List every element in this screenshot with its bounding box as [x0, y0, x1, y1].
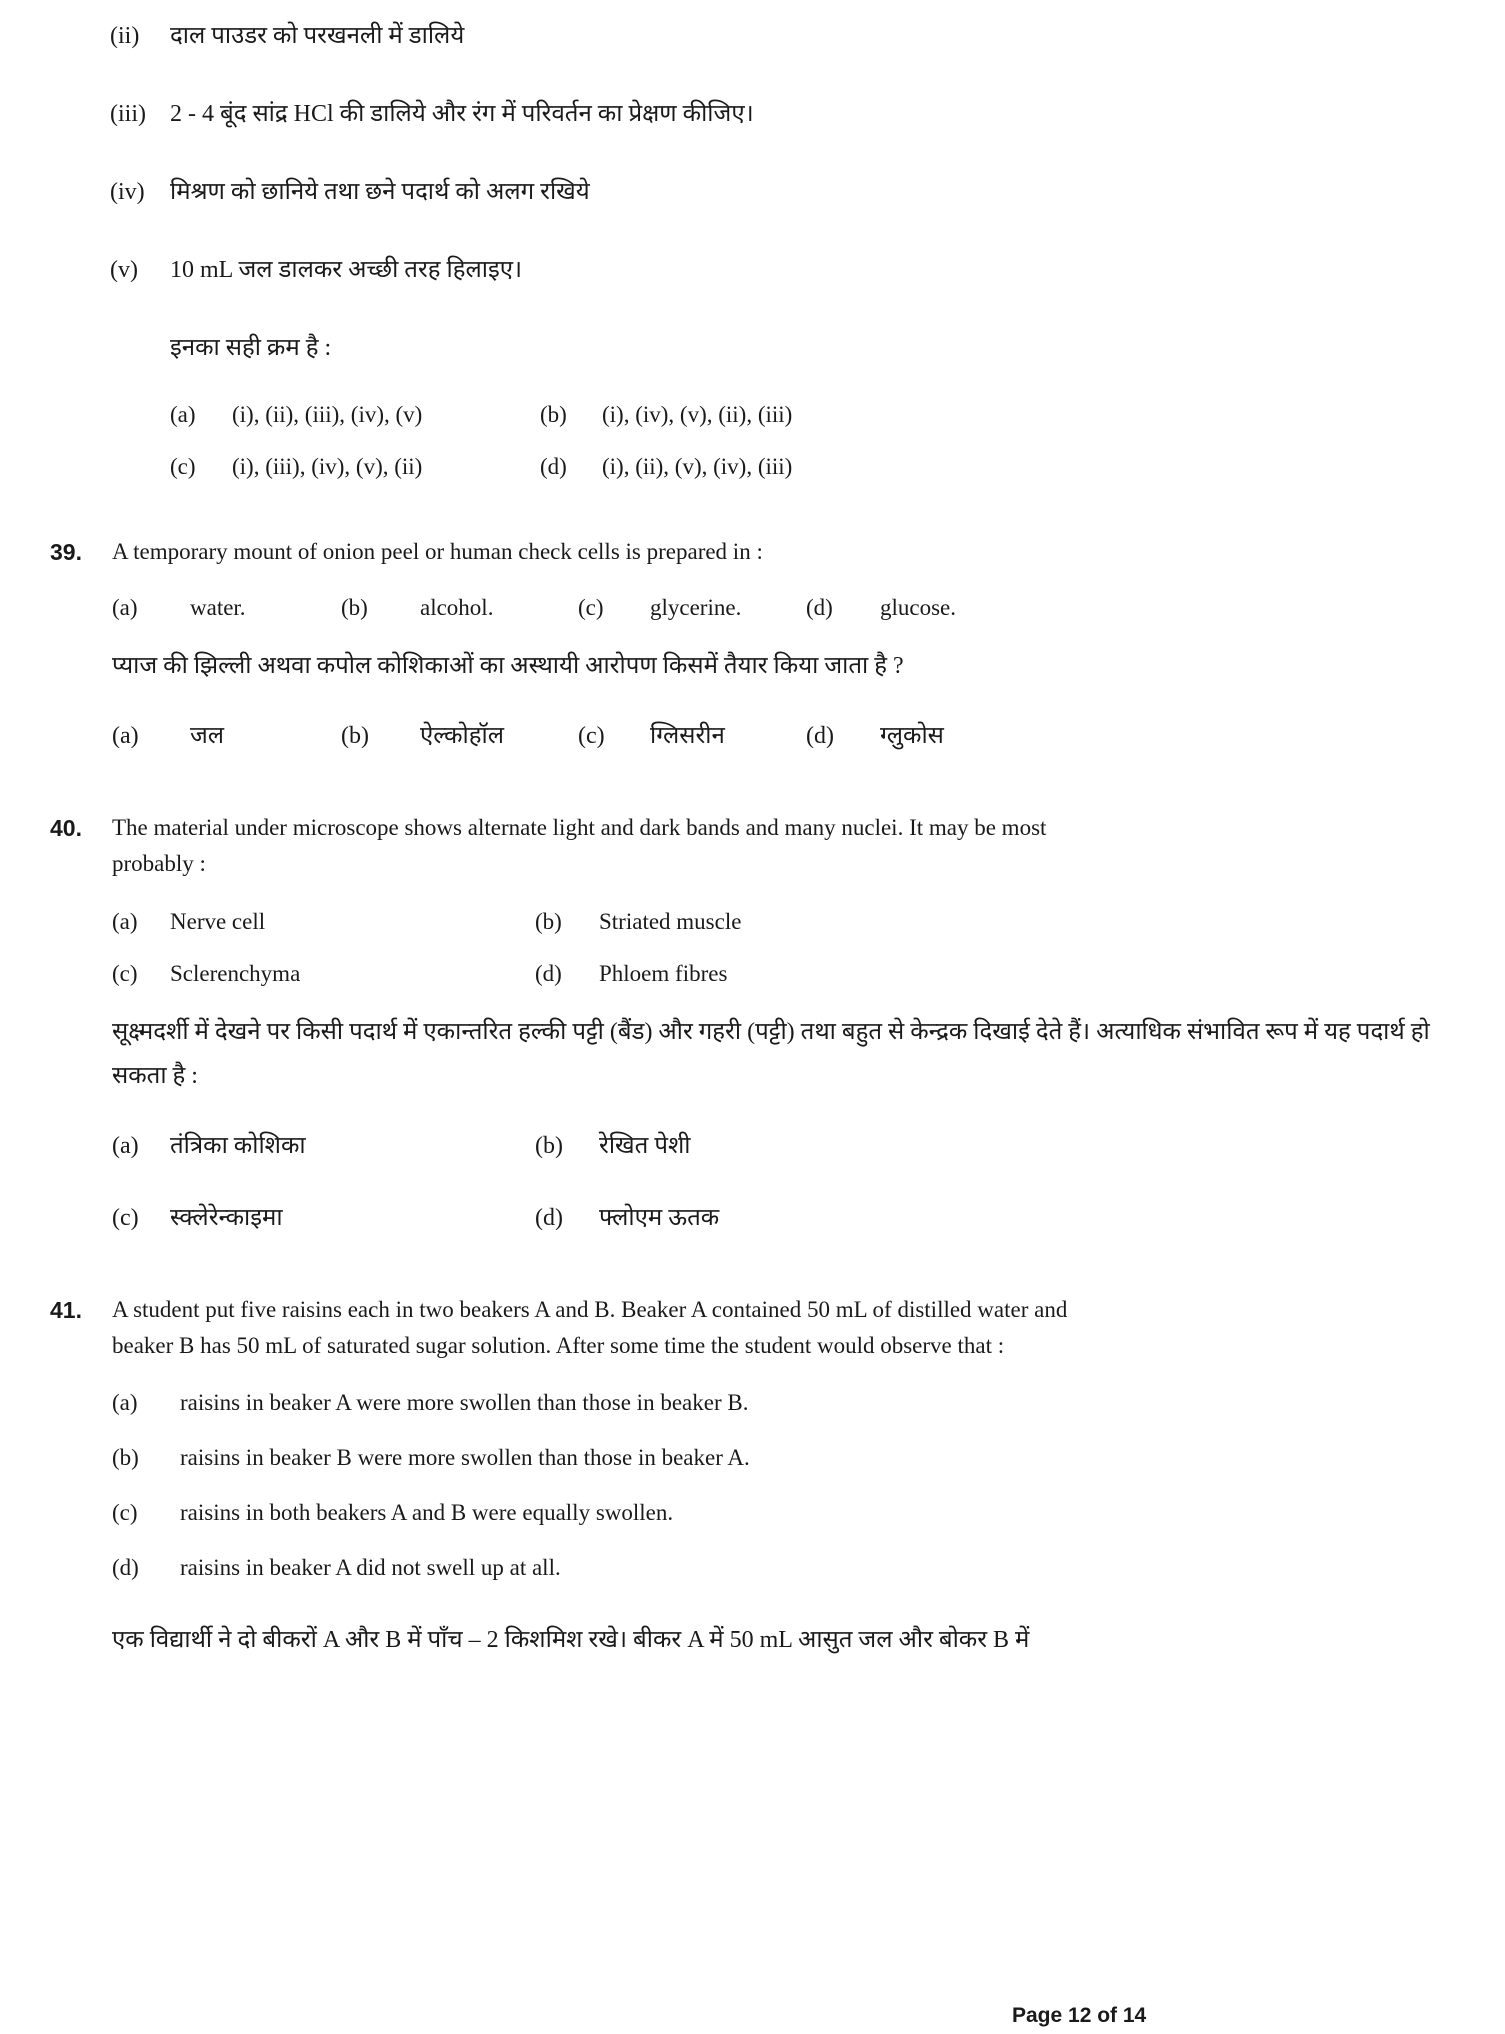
option-a-text: (i), (ii), (iii), (iv), (v) [232, 402, 423, 427]
option-c-text: raisins in both beakers A and B were equally swollen. [180, 1500, 674, 1525]
option-a-text: Nerve cell [170, 909, 266, 934]
option-a-label: (a) [170, 402, 196, 427]
question-text-hindi: प्याज की झिल्ली अथवा कपोल कोशिकाओं का अस्थायी आरोपण किसमें तैयार किया जाता है ? [112, 653, 904, 679]
option-c-label: (c) [578, 595, 604, 620]
option-b-text: ऐल्कोहॉल [420, 723, 504, 749]
option-c-text: Sclerenchyma [170, 961, 301, 986]
question-text-english: A student put five raisins each in two beakers A and B. Beaker A contained 50 mL of distilled water and beaker B has 50 mL of saturated sugar solution. After some time the student would observe that : [112, 1297, 1068, 1358]
option-b-text: raisins in beaker B were more swollen than those in beaker A. [180, 1445, 750, 1470]
question-39 [50, 534, 1450, 758]
option-d-text: Phloem fibres [599, 961, 728, 986]
order-prompt: इनका सही क्रम है : [170, 335, 332, 361]
option-d-label: (d) [112, 1555, 139, 1580]
option-d-label: (d) [806, 723, 834, 749]
step-text: 10 mL जल डालकर अच्छी तरह हिलाइए। [170, 257, 523, 283]
option-b-text: Striated muscle [599, 909, 742, 934]
option-b-label: (b) [535, 1133, 563, 1159]
q40-options-hindi [112, 1124, 1450, 1240]
option-d-text: ग्लुकोस [880, 723, 944, 749]
option-d-text: raisins in beaker A did not swell up at all. [180, 1555, 561, 1580]
option-c-text: glycerine. [650, 595, 742, 620]
option-a-text: raisins in beaker A were more swollen than those in beaker B. [180, 1390, 749, 1415]
page-footer: Page 12 of 14 [1012, 2004, 1147, 2027]
question-41-english [50, 1292, 1450, 1364]
option-d-label: (d) [535, 1205, 563, 1231]
option-b-label: (b) [112, 1445, 139, 1470]
question-text-hindi: सूक्ष्मदर्शी में देखने पर किसी पदार्थ में एकान्तरित हल्की पट्टी (बैंड) और गहरी (पट्टी) तथा बहुत से केन्द्रक दिखाई देते हैं। अत्याधिक संभावित रूप में यह पदार्थ हो सकता है : [112, 1019, 1430, 1089]
question-number: 39. [50, 539, 82, 565]
option-c-label: (c) [170, 454, 196, 479]
question-text-english: A temporary mount of onion peel or human check cells is prepared in : [112, 539, 763, 564]
option-c [112, 1497, 1450, 1529]
option-d-label: (d) [540, 454, 567, 479]
option-d-text: फ्लोएम ऊतक [599, 1205, 720, 1231]
option-a [112, 1387, 1450, 1419]
question-text-hindi: एक विद्यार्थी ने दो बीकरों A और B में पाँच – 2 किशमिश रखे। बीकर A में 50 mL आसुत जल और बोकर B में [112, 1627, 1030, 1653]
option-a-label: (a) [112, 595, 138, 620]
option-d [112, 1552, 1450, 1584]
option-c-label: (c) [578, 723, 605, 749]
option-d-text: glucose. [880, 595, 957, 620]
question-41 [50, 1292, 1450, 1662]
option-a-text: तंत्रिका कोशिका [170, 1133, 306, 1159]
question-40-english [50, 810, 1450, 882]
question-40 [50, 810, 1450, 1240]
question-39-english [50, 534, 1450, 570]
option-c-label: (c) [112, 1500, 138, 1525]
option-d-label: (d) [535, 961, 562, 986]
question-number: 40. [50, 815, 82, 841]
step-text: 2 - 4 बूंद सांद्र HCl की डालिये और रंग में परिवर्तन का प्रेक्षण कीजिए। [170, 101, 754, 127]
option-b-text: रेखित पेशी [599, 1133, 691, 1159]
option-c-label: (c) [112, 961, 138, 986]
step-label: (ii) [110, 23, 140, 49]
step-text: दाल पाउडर को परखनली में डालिये [170, 23, 465, 49]
step-item [110, 14, 1450, 58]
question-38-continuation [50, 14, 1450, 482]
option-b-label: (b) [341, 723, 369, 749]
option-b-text: alcohol. [420, 595, 494, 620]
option-b-label: (b) [540, 402, 567, 427]
option-d-label: (d) [806, 595, 833, 620]
option-a-label: (a) [112, 909, 138, 934]
step-label: (v) [110, 257, 138, 283]
option-a-text: जल [190, 723, 225, 749]
option-d-text: (i), (ii), (v), (iv), (iii) [602, 454, 793, 479]
option-c-text: (i), (iii), (iv), (v), (ii) [232, 454, 423, 479]
q39-options-hindi [112, 714, 1450, 758]
question-text-english: The material under microscope shows alternate light and dark bands and many nuclei. It may be most probably : [112, 815, 1047, 876]
q41-options-english [50, 1387, 1450, 1584]
option-a-text: water. [190, 595, 246, 620]
step-item [110, 92, 1450, 136]
option-c-text: स्क्लेरेन्काइमा [170, 1205, 283, 1231]
option-b-text: (i), (iv), (v), (ii), (iii) [602, 402, 793, 427]
option-b-label: (b) [341, 595, 368, 620]
step-label: (iv) [110, 179, 145, 205]
option-b-label: (b) [535, 909, 562, 934]
step-item [110, 248, 1450, 292]
step-label: (iii) [110, 101, 146, 127]
step-text: मिश्रण को छानिये तथा छने पदार्थ को अलग रखिये [170, 179, 590, 205]
option-b [112, 1442, 1450, 1474]
q40-options-english [112, 906, 1450, 990]
question-number: 41. [50, 1297, 82, 1323]
step-item [110, 170, 1450, 214]
option-a-label: (a) [112, 723, 139, 749]
option-a-label: (a) [112, 1390, 138, 1415]
option-c-label: (c) [112, 1205, 139, 1231]
option-c-text: ग्लिसरीन [650, 723, 725, 749]
option-a-label: (a) [112, 1133, 139, 1159]
q38-options [170, 400, 1450, 482]
q39-options-english [112, 592, 1450, 624]
